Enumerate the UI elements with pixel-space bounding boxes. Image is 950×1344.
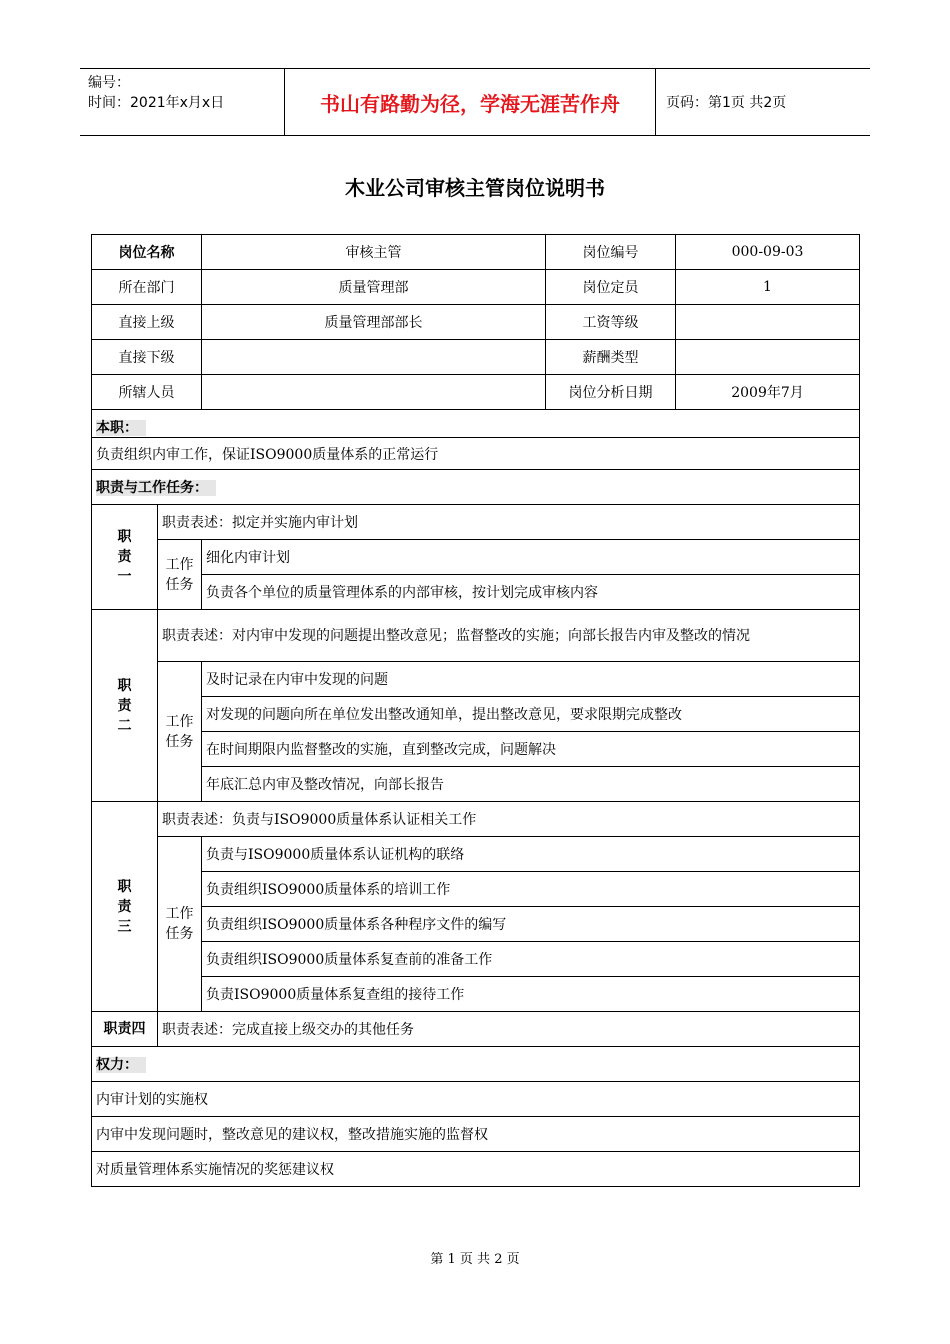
pay-type-label: 薪酬类型 <box>546 340 676 375</box>
pay-type-value <box>676 340 860 375</box>
table-row <box>92 375 860 410</box>
duty1-name: 职 责 一 <box>92 505 158 610</box>
duty1-task: 负责各个单位的质量管理体系的内部审核，按计划完成审核内容 <box>202 575 860 610</box>
table-row <box>92 505 860 540</box>
page-header <box>80 68 870 136</box>
analysis-date-label: 岗位分析日期 <box>546 375 676 410</box>
duty2-desc: 职责表述：对内审中发现的问题提出整改意见；监督整改的实施；向部长报告内审及整改的情况 <box>158 610 860 662</box>
subordinate-value <box>202 340 546 375</box>
table-row <box>92 340 860 375</box>
duty3-task: 负责组织ISO9000质量体系的培训工作 <box>202 872 860 907</box>
table-row <box>92 942 860 977</box>
duty2-task: 对发现的问题向所在单位发出整改通知单，提出整改意见，要求限期完成整改 <box>202 697 860 732</box>
staff-label: 所辖人员 <box>92 375 202 410</box>
duty3-task: 负责组织ISO9000质量体系各种程序文件的编写 <box>202 907 860 942</box>
number-label: 编号： <box>88 75 130 91</box>
table-row <box>92 872 860 907</box>
table-row <box>92 1047 860 1082</box>
table-row <box>92 470 860 505</box>
duty-summary-label: 本职： <box>92 410 860 438</box>
duty4-desc: 职责表述：完成直接上级交办的其他任务 <box>158 1012 860 1047</box>
duty3-task: 负责与ISO9000质量体系认证机构的联络 <box>202 837 860 872</box>
table-row <box>92 1082 860 1117</box>
authority-label: 权力： <box>92 1047 860 1082</box>
table-row <box>92 907 860 942</box>
dept-value: 质量管理部 <box>202 270 546 305</box>
page-info: 页码：第1页 共2页 <box>666 95 787 111</box>
duties-label: 职责与工作任务： <box>92 470 860 505</box>
staff-value <box>202 375 546 410</box>
name-label: 岗位名称 <box>92 235 202 270</box>
table-row <box>92 1117 860 1152</box>
table-row <box>92 837 860 872</box>
duty3-task: 负责ISO9000质量体系复查组的接待工作 <box>202 977 860 1012</box>
time-label: 时间：2021年x月x日 <box>88 95 225 111</box>
duty4-name: 职责四 <box>92 1012 158 1047</box>
duty3-desc: 职责表述：负责与ISO9000质量体系认证相关工作 <box>158 802 860 837</box>
duty2-name: 职 责 二 <box>92 610 158 802</box>
document-title: 木业公司审核主管岗位说明书 <box>345 176 605 200</box>
table-row <box>92 697 860 732</box>
quota-value: 1 <box>676 270 860 305</box>
duty1-task-label: 工作 任务 <box>158 540 202 610</box>
job-description-table <box>91 234 860 1187</box>
duty2-task: 及时记录在内审中发现的问题 <box>202 662 860 697</box>
table-row <box>92 767 860 802</box>
table-row <box>92 662 860 697</box>
table-row <box>92 305 860 340</box>
superior-value: 质量管理部部长 <box>202 305 546 340</box>
authority-item: 内审中发现问题时，整改意见的建议权，整改措施实施的监督权 <box>92 1117 860 1152</box>
analysis-date-value: 2009年7月 <box>676 375 860 410</box>
dept-label: 所在部门 <box>92 270 202 305</box>
name-value: 审核主管 <box>202 235 546 270</box>
table-row <box>92 610 860 662</box>
duty3-name: 职 责 三 <box>92 802 158 1012</box>
table-row <box>92 575 860 610</box>
duty3-task-label: 工作 任务 <box>158 837 202 1012</box>
table-row <box>92 977 860 1012</box>
table-row <box>92 438 860 470</box>
duty1-desc: 职责表述：拟定并实施内审计划 <box>158 505 860 540</box>
duty1-task: 细化内审计划 <box>202 540 860 575</box>
duty3-task: 负责组织ISO9000质量体系复查前的准备工作 <box>202 942 860 977</box>
table-row <box>92 540 860 575</box>
page-footer: 第 1 页 共 2 页 <box>430 1252 520 1267</box>
grade-value <box>676 305 860 340</box>
duty2-task-label: 工作 任务 <box>158 662 202 802</box>
motto: 书山有路勤为径，学海无涯苦作舟 <box>284 69 656 135</box>
header-left <box>80 69 284 135</box>
table-row <box>92 270 860 305</box>
table-row <box>92 802 860 837</box>
code-value: 000-09-03 <box>676 235 860 270</box>
code-label: 岗位编号 <box>546 235 676 270</box>
authority-item: 对质量管理体系实施情况的奖惩建议权 <box>92 1152 860 1187</box>
authority-item: 内审计划的实施权 <box>92 1082 860 1117</box>
duty-summary-text: 负责组织内审工作，保证ISO9000质量体系的正常运行 <box>92 438 860 470</box>
duty2-task: 在时间期限内监督整改的实施，直到整改完成，问题解决 <box>202 732 860 767</box>
table-row <box>92 732 860 767</box>
table-row <box>92 1012 860 1047</box>
table-row <box>92 235 860 270</box>
duty2-task: 年底汇总内审及整改情况，向部长报告 <box>202 767 860 802</box>
grade-label: 工资等级 <box>546 305 676 340</box>
subordinate-label: 直接下级 <box>92 340 202 375</box>
quota-label: 岗位定员 <box>546 270 676 305</box>
table-row <box>92 1152 860 1187</box>
table-row <box>92 410 860 438</box>
superior-label: 直接上级 <box>92 305 202 340</box>
